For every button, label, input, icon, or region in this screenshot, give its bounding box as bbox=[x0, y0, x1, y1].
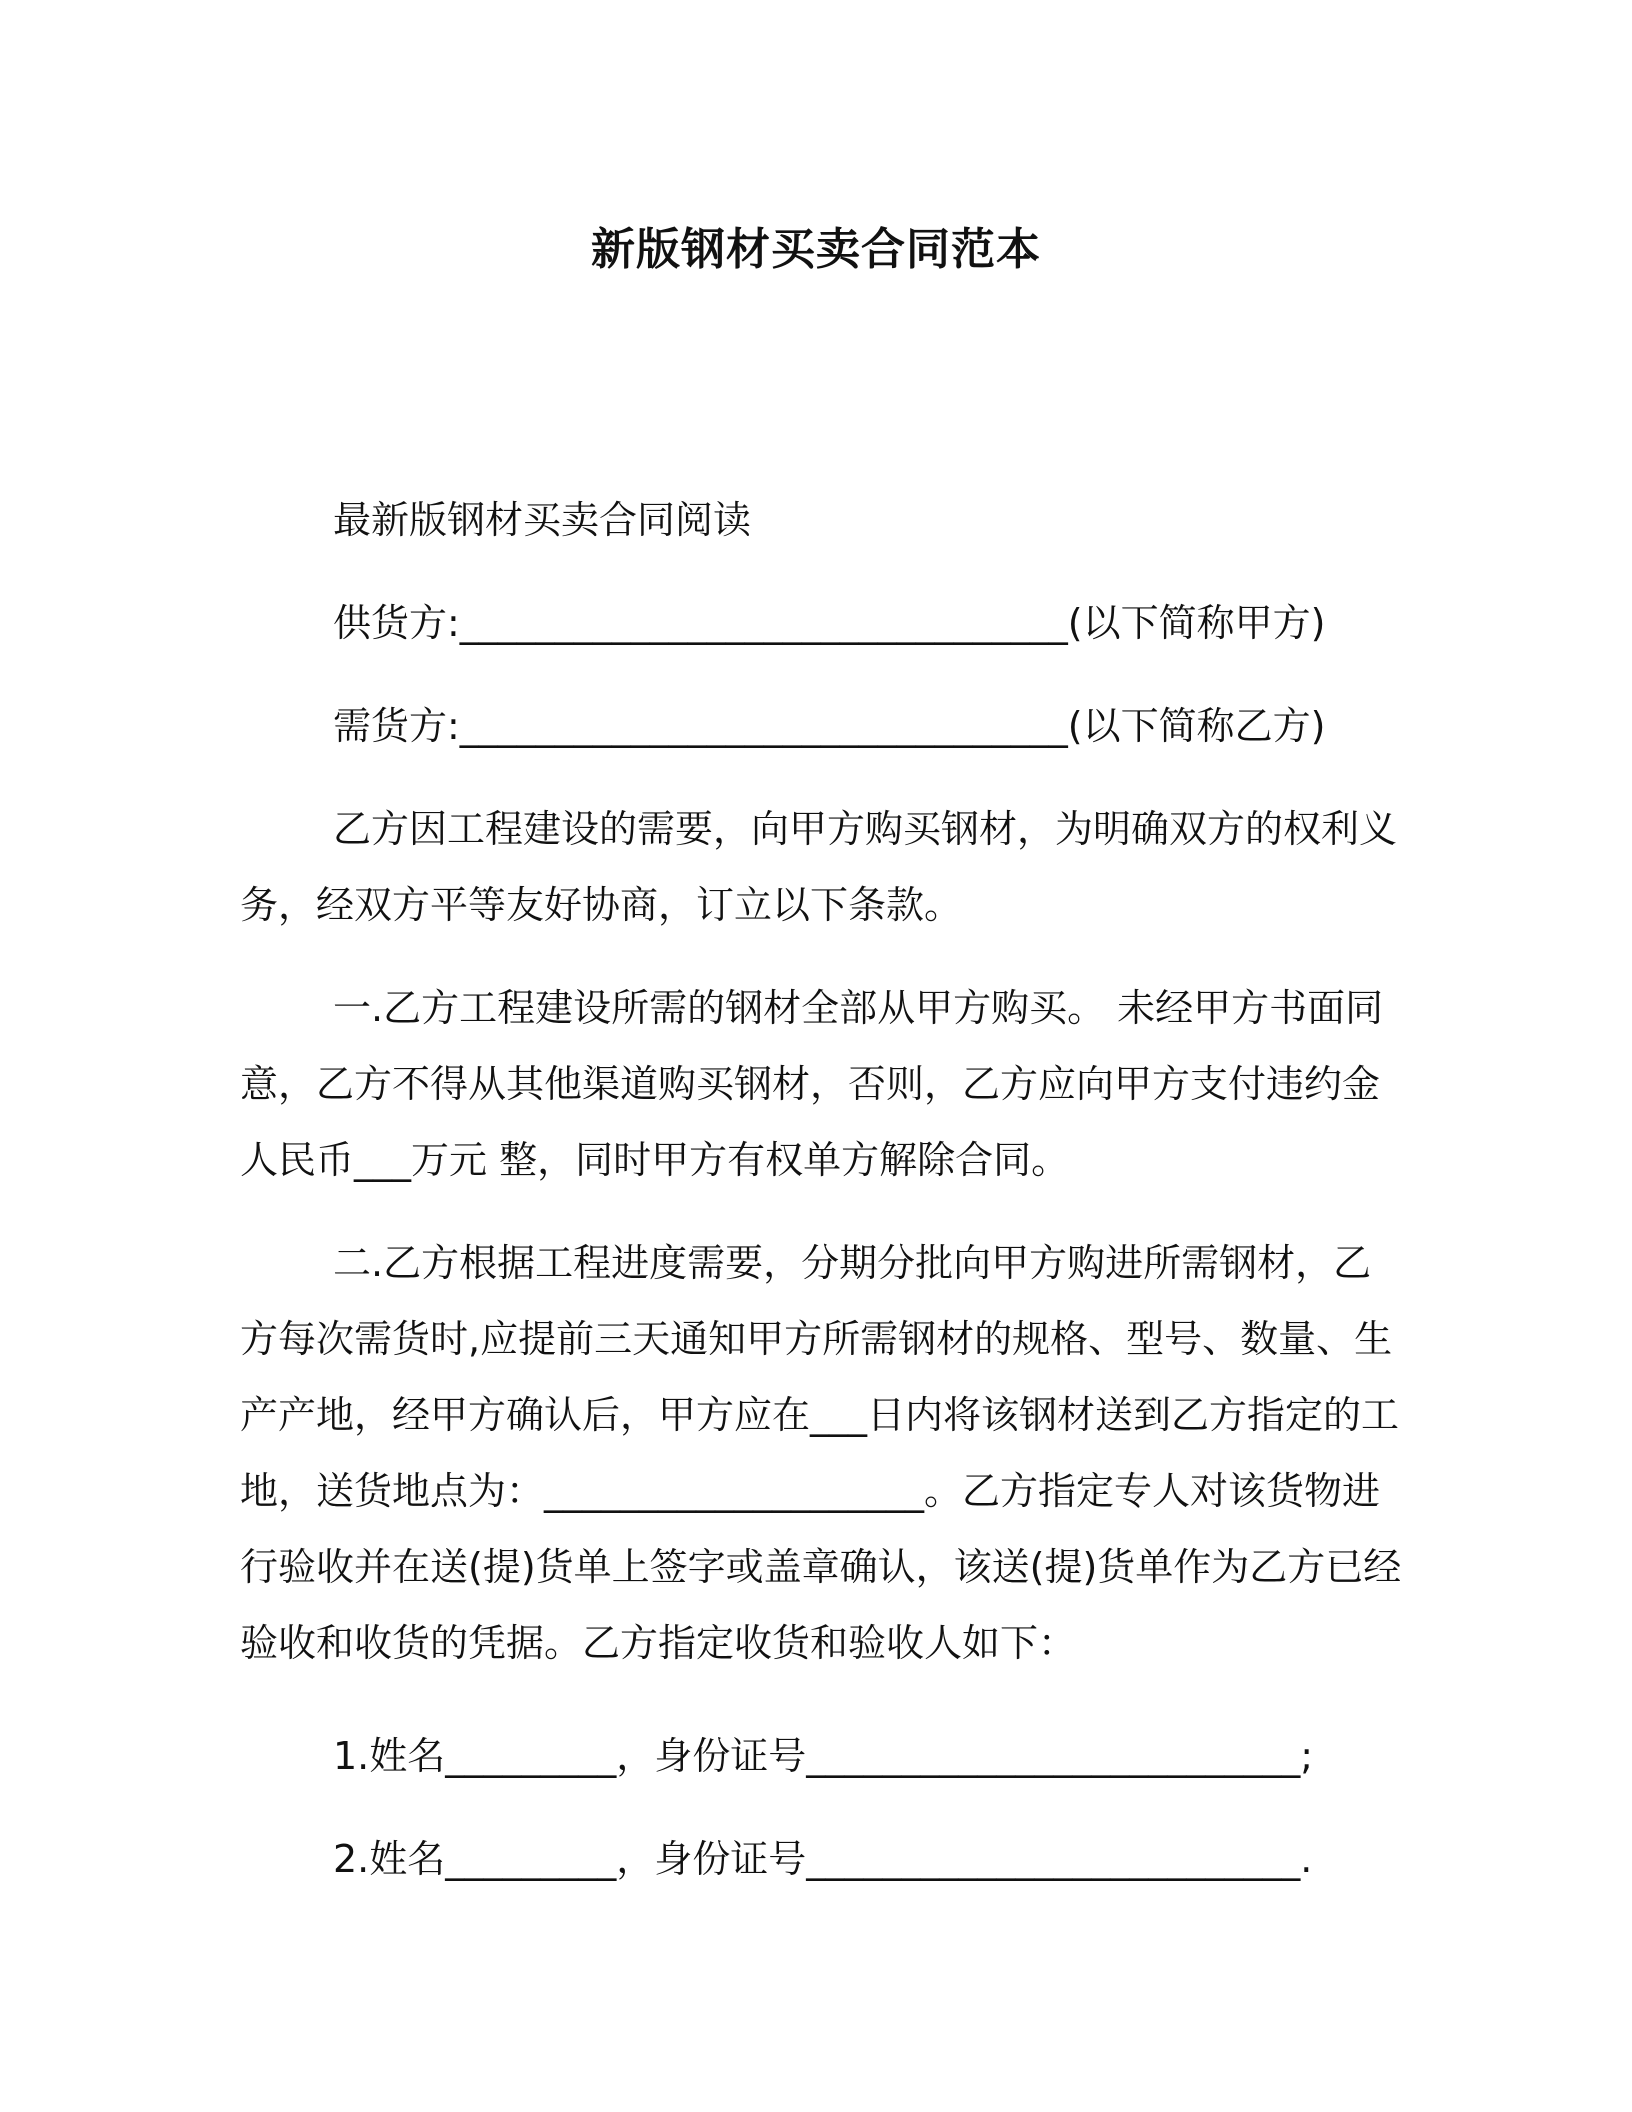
document-subtitle: 最新版钢材买卖合同阅读 bbox=[333, 498, 752, 542]
clause-2-line: 产产地，经甲方确认后，甲方应在___日内将该钢材送到乙方指定的工 bbox=[240, 1393, 1400, 1437]
buyer-line: 需货方:________________________________(以下简称乙方) bbox=[333, 704, 1326, 748]
clause-2-line: 二.乙方根据工程进度需要，分期分批向甲方购进所需钢材，乙 bbox=[333, 1241, 1372, 1285]
intro-line: 务，经双方平等友好协商，订立以下条款。 bbox=[240, 883, 963, 927]
intro-line: 乙方因工程建设的需要，向甲方购买钢材，为明确双方的权利义 bbox=[333, 807, 1398, 851]
clause-1-line: 一.乙方工程建设所需的钢材全部从甲方购买。 未经甲方书面同 bbox=[333, 986, 1384, 1030]
clause-2-line: 行验收并在送(提)货单上签字或盖章确认，该送(提)货单作为乙方已经 bbox=[240, 1545, 1402, 1589]
clause-2-line: 地，送货地点为：____________________。乙方指定专人对该货物进 bbox=[240, 1469, 1381, 1513]
clause-2-line: 方每次需货时,应提前三天通知甲方所需钢材的规格、型号、数量、生 bbox=[240, 1317, 1393, 1361]
supplier-line: 供货方:________________________________(以下简称甲方) bbox=[333, 601, 1326, 645]
receiver-2-line: 2.姓名_________，身份证号__________________________. bbox=[333, 1837, 1313, 1881]
document-title: 新版钢材买卖合同范本 bbox=[591, 224, 1041, 275]
clause-1-line: 人民币___万元 整，同时甲方有权单方解除合同。 bbox=[240, 1138, 1070, 1182]
receiver-1-line: 1.姓名_________，身份证号__________________________; bbox=[333, 1734, 1314, 1778]
clause-1-line: 意，乙方不得从其他渠道购买钢材，否则，乙方应向甲方支付违约金 bbox=[240, 1062, 1381, 1106]
clause-2-line: 验收和收货的凭据。乙方指定收货和验收人如下： bbox=[240, 1621, 1077, 1665]
